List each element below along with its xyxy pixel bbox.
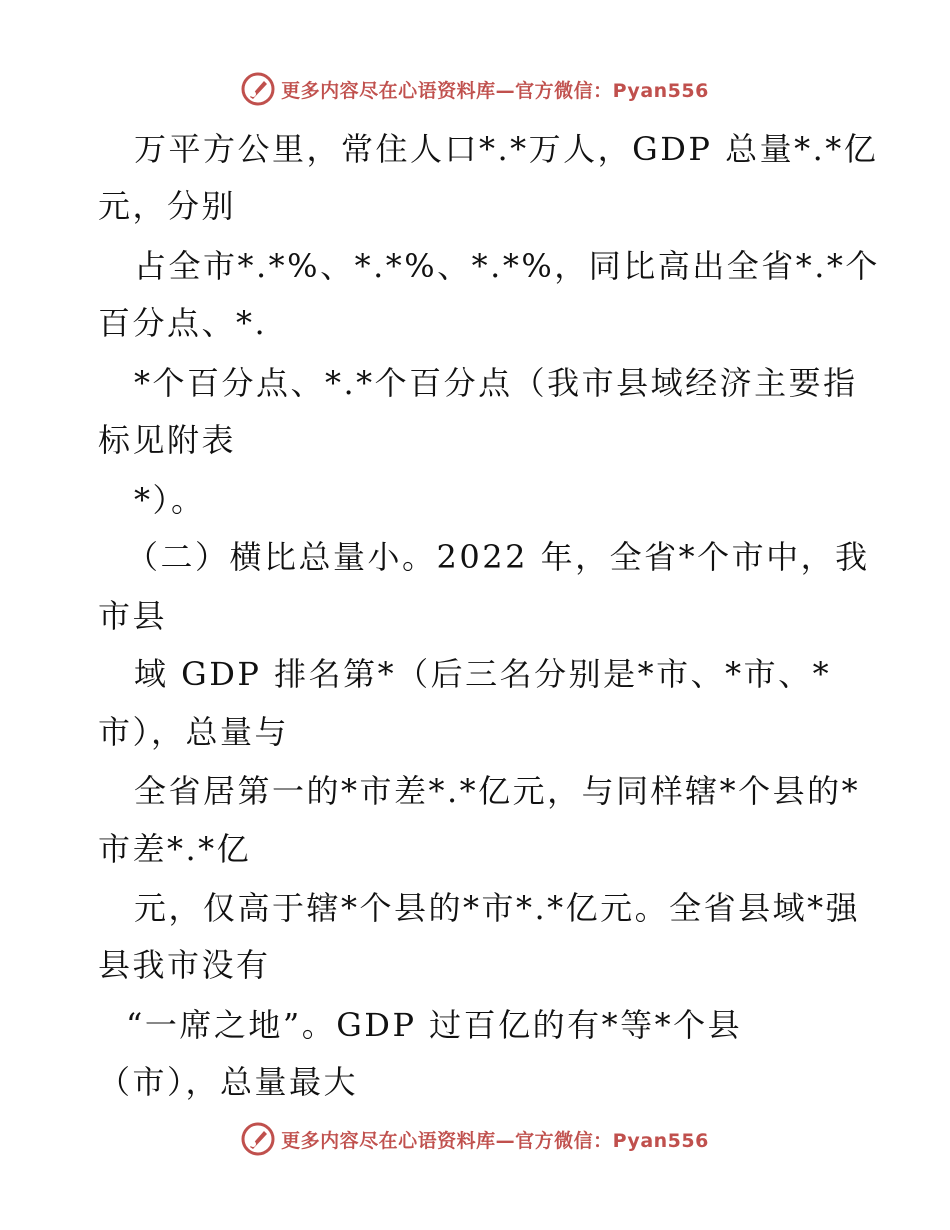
text-line-10: 域 GDP 排名第*（后三名分别是*市、*市、* [134,655,832,693]
text-line-13: 市差*.*亿 [98,830,252,868]
text-line-12: 全省居第一的*市差*.*亿元，与同样辖*个县的* [134,772,861,810]
text-line-6: 标见附表 [98,421,237,459]
text-line-15: 县我市没有 [98,946,271,984]
text-line-16: “一席之地”。GDP 过百亿的有*等*个县 [126,1006,743,1044]
text-line-3: 占全市*.*%、*.*%、*.*%，同比高出全省*.*个 [134,247,880,285]
text-line-8: （二）横比总量小。2022 年，全省*个市中，我 [126,538,870,576]
text-line-4: 百分点、*. [98,304,268,342]
text-line-17: （市），总量最大 [98,1063,359,1101]
pen-emblem-icon [241,1122,275,1156]
text-line-9: 市县 [98,597,168,635]
text-line-11: 市），总量与 [98,713,290,751]
text-line-5: *个百分点、*.*个百分点（我市县域经济主要指 [134,364,858,402]
watermark-text: 更多内容尽在心语资料库—官方微信：Pyan556 [281,1129,709,1152]
watermark-text: 更多内容尽在心语资料库—官方微信：Pyan556 [281,79,709,102]
text-line-14: 元，仅高于辖*个县的*市*.*亿元。全省县域*强 [134,889,861,927]
text-line-2: 元，分别 [98,187,237,225]
text-line-7: *）。 [134,481,206,519]
text-line-1: 万平方公里，常住人口*.*万人，GDP 总量*.*亿 [134,130,879,168]
footer-watermark [0,1122,950,1156]
